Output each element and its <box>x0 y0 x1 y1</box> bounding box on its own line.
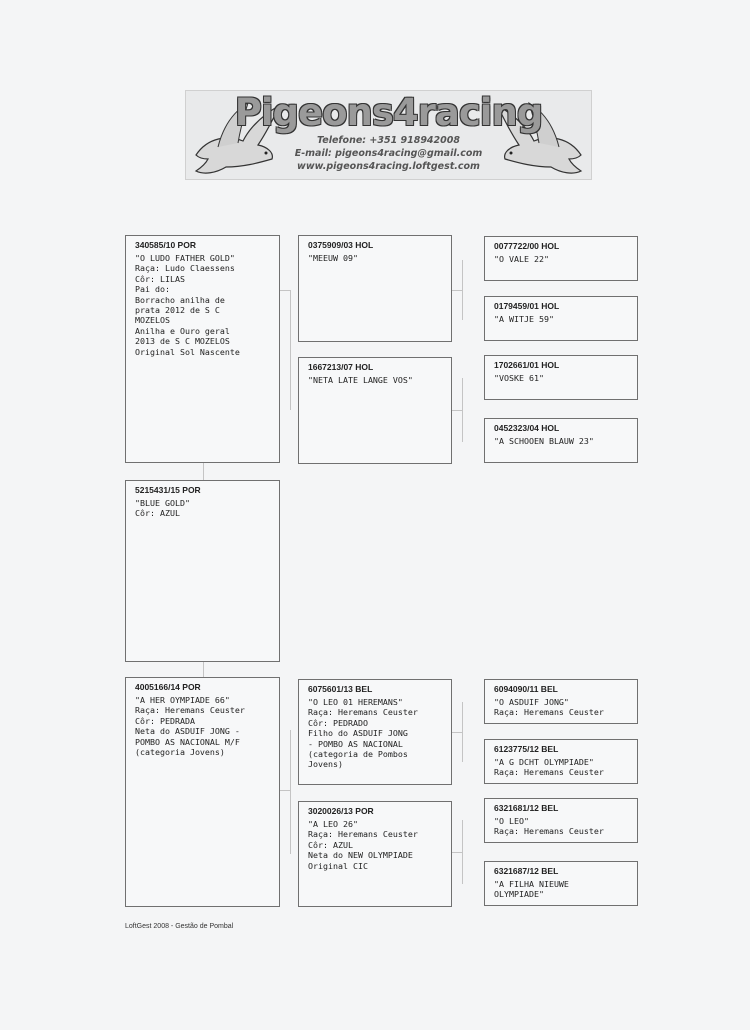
card-line: "A G DCHT OLYMPIADE" <box>494 757 594 767</box>
pedigree-card-dam-sire-dam <box>484 739 638 784</box>
ring-number: 4005166/14 POR <box>135 682 201 692</box>
card-line: Filho do ASDUIF JONG <box>308 728 408 739</box>
pedigree-card-sire <box>125 235 280 463</box>
connector-line <box>452 410 462 411</box>
connector-line <box>203 462 204 480</box>
card-line: "A FILHA NIEUWE <box>494 879 569 889</box>
footer-text: LoftGest 2008 - Gestão de Pombal <box>125 923 234 930</box>
card-line: Raça: Heremans Ceuster <box>494 826 604 837</box>
card-line: 2013 de S C MOZELOS <box>135 336 230 347</box>
ring-number: 0452323/04 HOL <box>494 423 560 433</box>
card-line: Raça: Heremans Ceuster <box>494 707 604 718</box>
connector-line <box>462 820 463 884</box>
pedigree-card-sire-dam <box>298 357 452 464</box>
connector-line <box>462 378 463 442</box>
card-line: "O LEO" <box>494 816 529 826</box>
pedigree-card-dam-dam <box>298 801 452 907</box>
ring-number: 0375909/03 HOL <box>308 240 374 250</box>
card-line: "A SCHOOEN BLAUW 23" <box>494 436 594 446</box>
header-banner <box>185 90 592 180</box>
card-line: Côr: AZUL <box>308 839 353 850</box>
card-line: Raça: Heremans Ceuster <box>494 767 604 778</box>
card-line: Anilha e Ouro geral <box>135 325 230 336</box>
contact-phone: Telefone: +351 918942008 <box>317 135 460 146</box>
pedigree-card-dam <box>125 677 280 907</box>
ring-number: 340585/10 POR <box>135 240 196 250</box>
pedigree-card-subject <box>125 480 280 662</box>
card-line: "A HER OYMPIADE 66" <box>135 695 230 705</box>
card-line: Jovens) <box>308 759 343 770</box>
card-line: "A LEO 26" <box>308 819 358 829</box>
pedigree-card-sire-sire-dam <box>484 296 638 341</box>
card-line: "O LUDO FATHER GOLD" <box>135 253 235 263</box>
contact-website: www.pigeons4racing.loftgest.com <box>297 161 480 172</box>
connector-line <box>290 730 291 854</box>
card-line: "NETA LATE LANGE VOS" <box>308 375 413 385</box>
contact-email: E-mail: pigeons4racing@gmail.com <box>294 148 483 159</box>
connector-line <box>280 290 290 291</box>
card-line: (categoria de Pombos <box>308 749 408 760</box>
card-line: Pai do: <box>135 284 170 295</box>
ring-number: 6123775/12 BEL <box>494 744 559 754</box>
card-line: "O VALE 22" <box>494 254 549 264</box>
connector-line <box>290 290 291 410</box>
ring-number: 6075601/13 BEL <box>308 684 373 694</box>
connector-line <box>203 662 204 677</box>
pedigree-card-sire-dam-sire <box>484 355 638 400</box>
ring-number: 1702661/01 HOL <box>494 360 560 370</box>
connector-line <box>452 852 462 853</box>
card-line: POMBO AS NACIONAL M/F <box>135 736 240 747</box>
card-line: Côr: LILAS <box>135 273 185 284</box>
card-line: Neta do NEW OLYMPIADE <box>308 850 413 861</box>
card-line: Raça: Heremans Ceuster <box>135 705 245 716</box>
card-line: "O ASDUIF JONG" <box>494 697 569 707</box>
ring-number: 0179459/01 HOL <box>494 301 560 311</box>
ring-number: 0077722/00 HOL <box>494 241 560 251</box>
pedigree-card-sire-dam-dam <box>484 418 638 463</box>
ring-number: 5215431/15 POR <box>135 485 201 495</box>
ring-number: 1667213/07 HOL <box>308 362 374 372</box>
card-line: Côr: AZUL <box>135 508 180 519</box>
card-line: Côr: PEDRADO <box>308 717 368 728</box>
card-line: MOZELOS <box>135 315 170 326</box>
card-line: Original Sol Nascente <box>135 346 240 357</box>
connector-line <box>462 260 463 320</box>
ring-number: 3020026/13 POR <box>308 806 374 816</box>
logo-text: Pigeons4racing <box>234 91 543 134</box>
connector-line <box>452 732 462 733</box>
card-line: Raça: Heremans Ceuster <box>308 707 418 718</box>
pedigree-card-sire-sire-sire <box>484 236 638 281</box>
card-line: "BLUE GOLD" <box>135 498 190 508</box>
card-line: Borracho anilha de <box>135 294 225 305</box>
connector-line <box>452 290 462 291</box>
card-line: "O LEO 01 HEREMANS" <box>308 697 403 707</box>
card-line: prata 2012 de S C <box>135 305 220 316</box>
ring-number: 6094090/11 BEL <box>494 684 558 694</box>
card-line: Original CIC <box>308 860 368 871</box>
card-line: Raça: Ludo Claessens <box>135 263 235 274</box>
pedigree-card-dam-sire-sire <box>484 679 638 724</box>
card-line: Côr: PEDRADA <box>135 715 195 726</box>
ring-number: 6321687/12 BEL <box>494 866 559 876</box>
ring-number: 6321681/12 BEL <box>494 803 559 813</box>
card-line: Neta do ASDUIF JONG - <box>135 726 240 737</box>
card-line: "VOSKE 61" <box>494 373 544 383</box>
card-line: (categoria Jovens) <box>135 747 225 758</box>
connector-line <box>462 702 463 762</box>
card-line: - POMBO AS NACIONAL <box>308 738 403 749</box>
pedigree-card-dam-sire <box>298 679 452 785</box>
card-line: "A WITJE 59" <box>494 314 554 324</box>
connector-line <box>280 790 290 791</box>
pedigree-card-sire-sire <box>298 235 452 342</box>
card-line: Raça: Heremans Ceuster <box>308 829 418 840</box>
card-line: OLYMPIADE" <box>494 889 544 900</box>
pedigree-card-dam-dam-dam <box>484 861 638 906</box>
card-line: "MEEUW 09" <box>308 253 358 263</box>
pedigree-card-dam-dam-sire <box>484 798 638 843</box>
